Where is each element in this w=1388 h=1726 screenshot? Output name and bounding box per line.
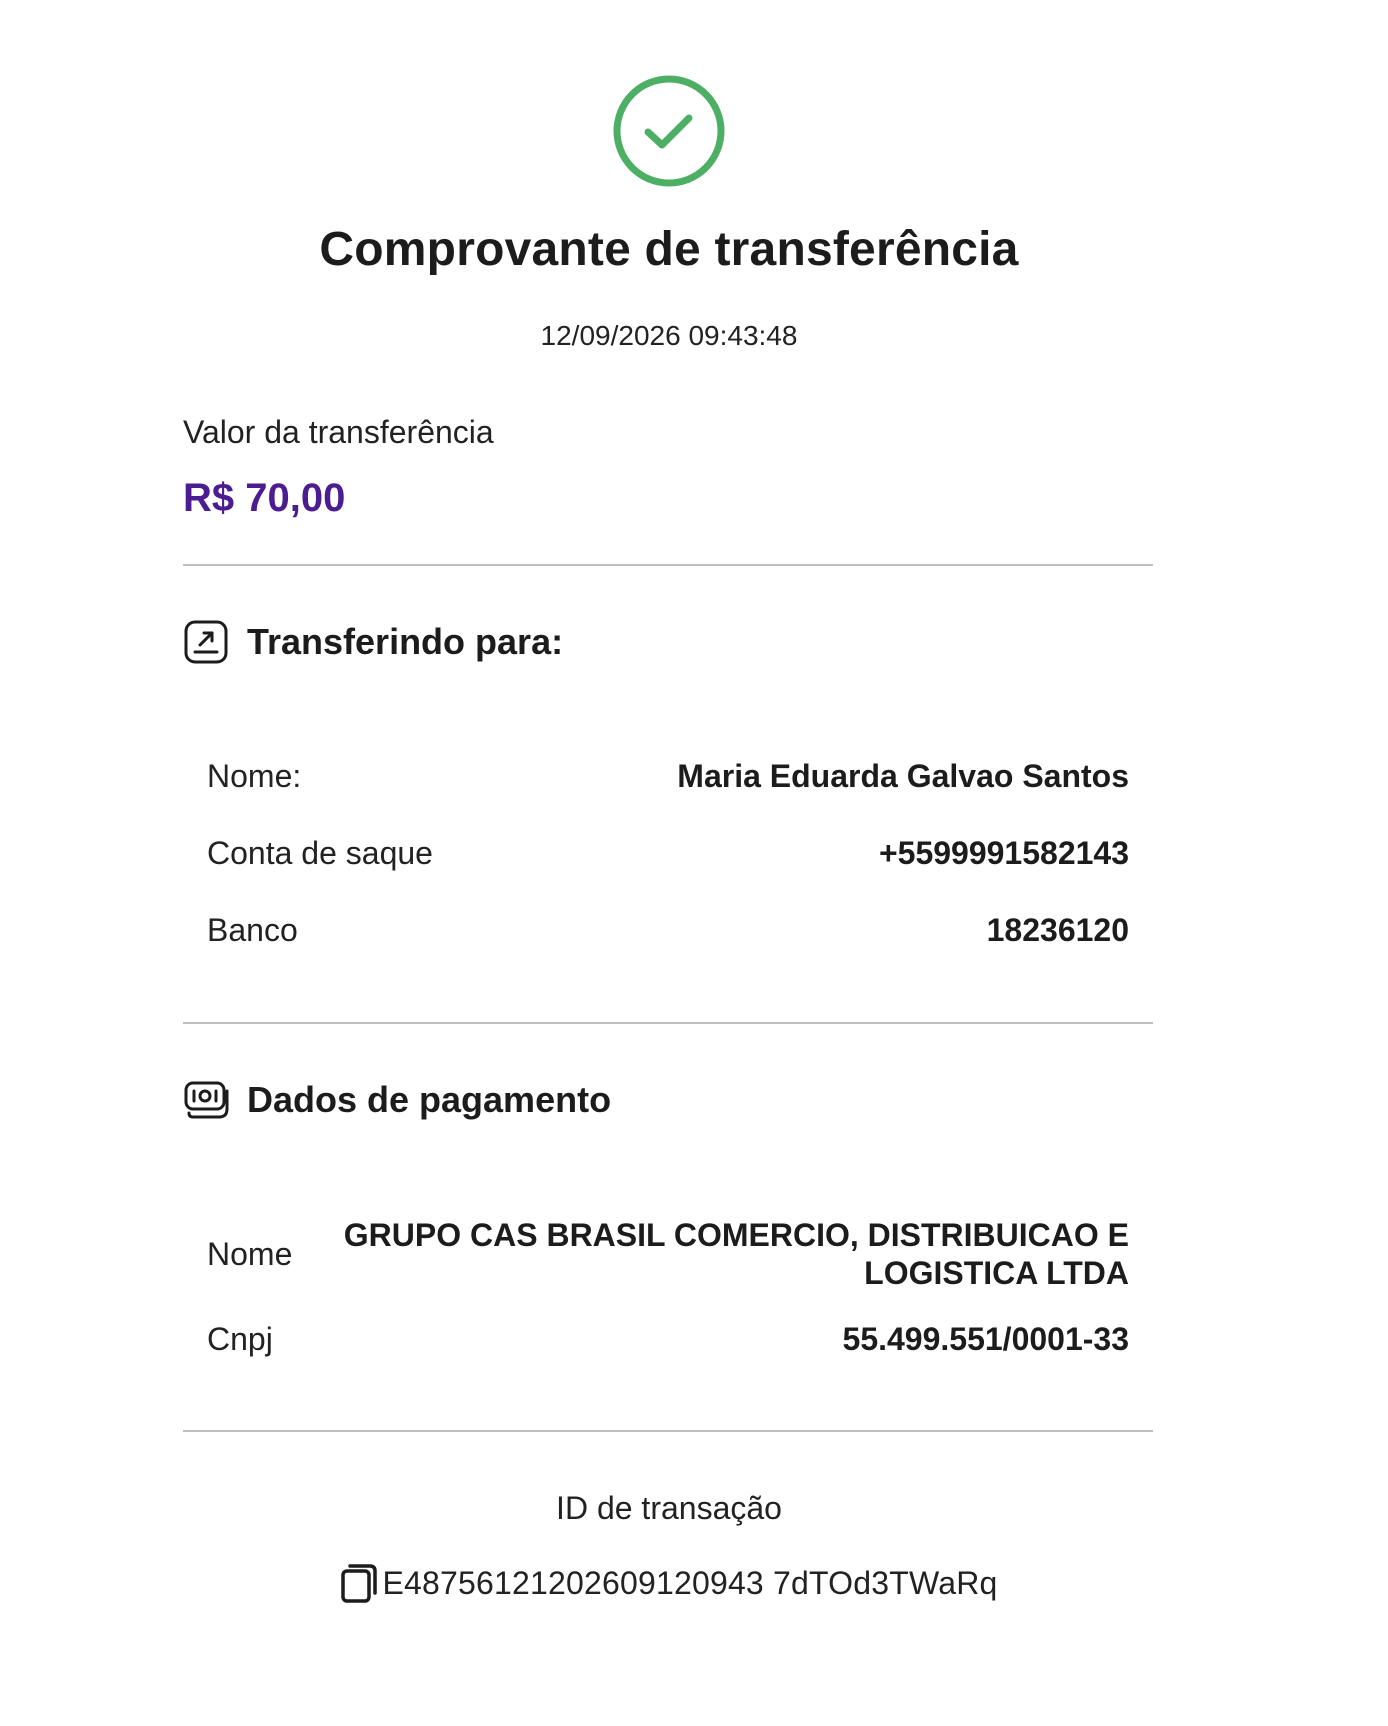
row-value: 18236120 <box>986 912 1129 948</box>
row-value: GRUPO CAS BRASIL COMERCIO, DISTRIBUICAO E LOGISTICA LTDA <box>343 1217 1129 1291</box>
row-label: Banco <box>207 912 298 948</box>
page-title: Comprovante de transferência <box>319 223 1019 276</box>
transfer-out-icon <box>183 619 229 665</box>
payment-section-title: Dados de pagamento <box>247 1079 612 1120</box>
recipient-section-header <box>183 619 563 665</box>
payment-row-cnpj <box>207 1321 1129 1358</box>
row-label: Cnpj <box>207 1321 273 1357</box>
payment-section-header <box>183 1077 611 1123</box>
row-value: 55.499.551/0001-33 <box>842 1321 1129 1357</box>
payment-row-name <box>207 1216 1129 1292</box>
recipient-row-bank <box>207 912 1129 949</box>
row-value: Maria Eduarda Galvao Santos <box>677 758 1129 794</box>
copy-icon[interactable] <box>340 1562 378 1604</box>
transaction-id-value: E48756121202609120943 7dTOd3TWaRq <box>382 1564 998 1601</box>
divider <box>183 1430 1153 1432</box>
transaction-id-label: ID de transação <box>556 1490 782 1526</box>
row-value: +5599991582143 <box>878 835 1129 871</box>
recipient-row-account <box>207 835 1129 872</box>
row-label: Conta de saque <box>207 835 433 871</box>
transaction-id-line <box>0 1562 1338 1604</box>
recipient-section-title: Transferindo para: <box>247 621 564 662</box>
recipient-row-name <box>207 758 1129 795</box>
transfer-datetime: 12/09/2026 09:43:48 <box>540 320 798 351</box>
money-icon <box>183 1077 229 1123</box>
row-label: Nome <box>207 1235 293 1272</box>
amount-label: Valor da transferência <box>183 414 494 450</box>
divider <box>183 1022 1153 1024</box>
row-label: Nome: <box>207 758 302 794</box>
amount-value: R$ 70,00 <box>183 476 346 520</box>
divider <box>183 564 1153 566</box>
check-circle-icon <box>612 74 726 188</box>
